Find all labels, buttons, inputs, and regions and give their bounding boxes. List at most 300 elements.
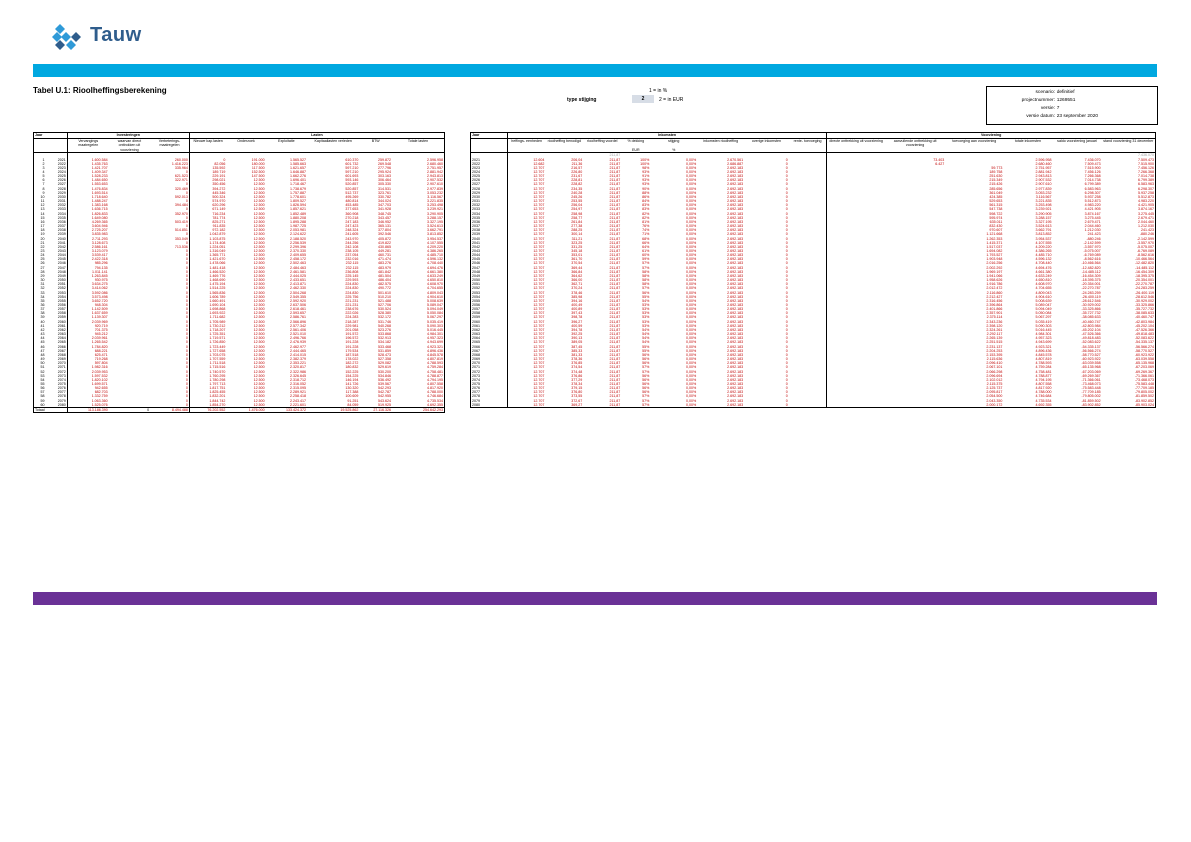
table-cell: 0,00% xyxy=(686,373,697,378)
table-cell: 1.409.347 xyxy=(67,170,108,174)
table-cell: 2072 xyxy=(472,369,480,374)
table-cell: 3.290.905 xyxy=(1035,211,1052,216)
table-cell: 5.937.258 xyxy=(1138,190,1154,195)
table-cell: 4.794.195 xyxy=(427,377,443,382)
table-cell: 12.707 xyxy=(507,286,545,290)
table-cell: 4.788.593 xyxy=(427,361,443,366)
table-cell: 0 xyxy=(185,207,188,212)
table-cell: 1.797.713 xyxy=(189,382,226,386)
table-cell: 530.524 xyxy=(378,307,392,312)
table-cell: 2.496.766 xyxy=(290,336,307,341)
table-cell: 28 xyxy=(40,269,45,274)
table-cell: 2066 xyxy=(57,344,66,349)
table-cell: 2064 xyxy=(57,336,66,341)
table-cell: 398,78 xyxy=(571,315,583,320)
table-cell: 12.500 xyxy=(253,348,265,353)
table-cell: 0 xyxy=(185,344,188,349)
table-cell: 1.383.168 xyxy=(67,203,108,207)
col-group-voorziening: Voorziening xyxy=(827,133,1156,139)
table-cell: 2.692.183 xyxy=(727,232,744,237)
table-cell: 0 xyxy=(785,390,788,395)
table-cell: 12.500 xyxy=(253,178,265,183)
table-cell: 83% xyxy=(642,203,650,208)
table-cell: 529.082 xyxy=(378,361,392,366)
table-cell: 2.382.379 xyxy=(290,357,307,362)
table-cell: 20 xyxy=(40,236,45,241)
table-cell: 1.693.922 xyxy=(189,311,226,315)
table-cell: 1.332.759 xyxy=(67,394,108,398)
table-cell: 2.067.101 xyxy=(986,365,1003,370)
table-cell: 4.107.555 xyxy=(427,240,443,245)
table-cell: 0 xyxy=(185,273,188,278)
table-cell: 2.462.977 xyxy=(290,344,307,349)
table-cell: 12.500 xyxy=(253,248,265,253)
table-cell: 4.984.301 xyxy=(1035,332,1052,337)
table-cell: 12.500 xyxy=(253,365,265,370)
table-cell: 2.692.183 xyxy=(727,315,744,320)
table-cell: 2058 xyxy=(472,311,480,316)
table-cell: 2030 xyxy=(472,194,480,199)
table-cell: 2.422.318 xyxy=(67,257,108,261)
table-cell: 2.692.183 xyxy=(727,170,744,174)
table-cell: 3.652.720 xyxy=(67,299,108,303)
table-cell: 2057 xyxy=(472,307,480,312)
table-cell: 12.500 xyxy=(253,190,265,195)
table-cell: 12.707 xyxy=(507,349,545,353)
table-cell: 2.414.015 xyxy=(290,352,307,357)
table-cell: 543.624 xyxy=(378,398,392,403)
table-cell: 0 xyxy=(785,332,788,337)
table-cell: 0 xyxy=(785,257,788,262)
table-cell: 0 xyxy=(189,158,226,162)
table-cell: 2.692.183 xyxy=(727,211,744,216)
table-cell: 3.116.567 xyxy=(1035,194,1052,199)
table-cell: 445.346 xyxy=(189,191,226,195)
table-cell: 147.500 xyxy=(251,174,265,179)
table-cell: 0 xyxy=(185,332,188,337)
table-cell: 4.788.000 xyxy=(427,390,443,395)
table-cell: 7.436.070 xyxy=(1084,157,1101,162)
table-cell: 211,87 xyxy=(609,278,621,283)
table-cell: -79.805.002 xyxy=(1134,390,1154,395)
table-cell: 59% xyxy=(642,257,650,262)
table-cell: 2027 xyxy=(472,182,480,187)
table-cell: 211,87 xyxy=(609,398,621,403)
table-cell: 5.094.049 xyxy=(427,307,443,312)
table-cell: 2053 xyxy=(57,290,66,295)
table-cell: 2021 xyxy=(57,157,66,162)
table-cell: 1.694.082 xyxy=(986,248,1003,253)
table-cell: 0 xyxy=(785,282,788,287)
table-cell: 2.679.471 xyxy=(1084,219,1101,224)
table-cell: 2.502.463 xyxy=(290,261,307,266)
table-cell: 40 xyxy=(40,319,45,324)
table-cell: 2.751.957 xyxy=(1035,165,1052,170)
table-cell: 2.692.183 xyxy=(727,373,744,378)
table-cell: 2077 xyxy=(57,390,66,395)
table-cell: 56% xyxy=(642,373,650,378)
table-cell: 0,00% xyxy=(686,228,697,233)
table-cell: 12.707 xyxy=(507,203,545,207)
table-cell: 2043 xyxy=(472,248,480,253)
col-header: heffings- eenheden xyxy=(507,138,545,148)
table-cell: 12.707 xyxy=(507,228,545,232)
table-cell: 3.874.167 xyxy=(1138,207,1154,212)
table-cell: 2063 xyxy=(472,332,480,337)
table-cell: 211,87 xyxy=(609,161,621,166)
table-cell: 0 xyxy=(185,390,188,395)
table-cell: 2041 xyxy=(57,240,66,245)
table-cell: 13 xyxy=(40,207,45,212)
table-cell: 5 xyxy=(42,174,45,179)
table-cell: 225.756 xyxy=(345,294,359,299)
table-cell: 531.746 xyxy=(378,319,392,324)
table-cell: 0 xyxy=(185,323,188,328)
table-cell: 0,00% xyxy=(686,286,697,291)
table-cell: 0 xyxy=(785,381,788,386)
table-cell: 0 xyxy=(785,174,788,179)
table-cell: 37 xyxy=(40,307,45,312)
table-cell: 0 xyxy=(785,286,788,291)
table-cell: 1.854.270 xyxy=(189,403,226,408)
table-cell: 12.707 xyxy=(507,166,545,170)
table-cell: 226,80 xyxy=(571,170,583,174)
table-cell: 211,87 xyxy=(609,165,621,170)
table-cell: 76% xyxy=(642,224,650,229)
table-cell: -24.283.259 xyxy=(1134,286,1154,291)
table-cell: 12.707 xyxy=(507,303,545,307)
table-cell: 3.592.086 xyxy=(67,291,108,295)
col-group-inkomsten: Inkomsten xyxy=(507,133,827,139)
table-cell: -45.202.104 xyxy=(1134,323,1154,328)
table-cell: 2068 xyxy=(57,352,66,357)
table-cell: 59 xyxy=(40,398,45,403)
table-cell: 211,87 xyxy=(609,182,621,187)
table-cell: 0 xyxy=(785,340,788,345)
table-cell: 0 xyxy=(785,182,788,187)
table-cell: 211,87 xyxy=(609,240,621,245)
table-cell: 2.907.610 xyxy=(427,182,443,187)
table-cell: 42 xyxy=(40,327,45,332)
table-cell: 2079 xyxy=(57,398,66,403)
table-cell: 57% xyxy=(642,369,650,374)
table-cell: 1.553.653 xyxy=(67,182,108,186)
table-cell: 1.711.518 xyxy=(189,361,226,365)
table-cell: 1.469.776 xyxy=(189,274,226,278)
table-cell: 542.955 xyxy=(378,394,392,399)
table-cell: 306.464 xyxy=(378,178,392,183)
table-cell: 2.692.183 xyxy=(727,265,744,270)
table-cell: 1.121.668 xyxy=(986,232,1003,237)
table-cell: 719.268 xyxy=(67,357,108,361)
table-cell: 2.907.532 xyxy=(1035,178,1052,183)
table-row xyxy=(471,403,1156,408)
table-cell: -77.709.185 xyxy=(1134,386,1154,391)
table-cell: 4.386.265 xyxy=(1035,248,1052,253)
table-cell: -56.566.274 xyxy=(1134,344,1154,349)
table-cell: 2.692.183 xyxy=(727,377,744,382)
table-cell: 242.108 xyxy=(345,244,359,249)
table-cell: -75.583.448 xyxy=(1081,386,1101,391)
table-cell: 2035 xyxy=(57,215,66,220)
table-cell: 1.316.049 xyxy=(189,249,226,253)
table-cell: 0 xyxy=(185,381,188,386)
table-cell: 2032 xyxy=(57,203,66,208)
table-cell: 191.572 xyxy=(345,332,359,337)
table-cell: 12.707 xyxy=(507,307,545,311)
table-cell: 211,87 xyxy=(609,211,621,216)
table-cell: 25 xyxy=(40,257,45,262)
table-cell: 2073 xyxy=(472,373,480,378)
table-cell: 514.851 xyxy=(174,228,188,233)
table-cell: 211,87 xyxy=(609,307,621,312)
table-cell: 54% xyxy=(642,340,650,345)
table-cell: 12.500 xyxy=(253,269,265,274)
table-cell: 0 xyxy=(785,369,788,374)
table-cell: 12.500 xyxy=(253,336,265,341)
table-cell: -71.366.061 xyxy=(1081,377,1101,382)
table-cell: 12.707 xyxy=(507,232,545,236)
table-cell: 2069 xyxy=(472,357,480,362)
table-cell: 4.758.481 xyxy=(427,369,443,374)
table-cell: 2.692.183 xyxy=(727,273,744,278)
table-cell: 234,35 xyxy=(571,186,583,191)
table-cell: 12.707 xyxy=(507,315,545,319)
table-cell: 2069 xyxy=(57,357,66,362)
table-cell: -69.269.367 xyxy=(1081,373,1101,378)
table-cell: -65.135.968 xyxy=(1081,365,1101,370)
table-cell: 2.039.953 xyxy=(67,370,108,374)
table-cell: 364,62 xyxy=(571,273,583,278)
table-cell: -6.769.089 xyxy=(1083,253,1101,258)
table-cell: 2.692.183 xyxy=(727,178,744,183)
table-cell: 211,87 xyxy=(609,178,621,183)
table-cell: 2.370.330 xyxy=(290,248,307,253)
table-cell: 471.474 xyxy=(378,257,392,262)
table-cell: 1.212.030 xyxy=(1084,228,1101,233)
table-cell: 2077 xyxy=(472,390,480,395)
table-cell: 0,00% xyxy=(686,402,697,407)
table-cell: 0,00% xyxy=(686,307,697,312)
table-cell: 2039 xyxy=(472,232,480,237)
table-cell: 2.751.957 xyxy=(427,165,443,170)
table-cell: 4.485.710 xyxy=(427,253,443,258)
table-cell: 1.958.626 xyxy=(986,278,1003,283)
table-cell: 0 xyxy=(785,307,788,312)
table-cell: 528.380 xyxy=(378,311,392,316)
table-cell: 152.500 xyxy=(251,170,265,174)
table-cell: 7.014.738 xyxy=(1138,174,1154,179)
table-cell: 2039 xyxy=(57,232,66,237)
table-cell: 23 xyxy=(40,248,45,253)
table-cell: 12.500 xyxy=(253,219,265,224)
table-cell: 74% xyxy=(642,228,650,233)
table-cell: 2.458.172 xyxy=(290,257,307,262)
table-cell: 0 xyxy=(785,323,788,328)
logo-text: Tauw xyxy=(90,24,142,46)
table-cell: 0 xyxy=(785,294,788,299)
table-cell: -24.283.259 xyxy=(1081,290,1101,295)
table-cell: -18.395.375 xyxy=(1081,278,1101,283)
table-cell: 0,00% xyxy=(686,248,697,253)
table-cell: 12.707 xyxy=(507,390,545,394)
table-cell: 12.707 xyxy=(507,357,545,361)
table-cell: 2.039.969 xyxy=(67,320,108,324)
table-cell: 2.212.427 xyxy=(986,294,1003,299)
table-cell: -26.400.119 xyxy=(1081,294,1101,299)
table-cell: 532.913 xyxy=(378,336,392,341)
col-group-jaar: Jaar xyxy=(34,133,68,139)
table-cell: 253,55 xyxy=(571,199,583,204)
table-cell: -8.562.616 xyxy=(1083,257,1101,262)
table-cell: 2075 xyxy=(472,381,480,386)
table-cell: 424.385 xyxy=(989,194,1003,199)
table-cell: -14.485.112 xyxy=(1135,265,1154,270)
table-cell: 57% xyxy=(642,286,650,291)
table-cell: 12.707 xyxy=(507,266,545,270)
table-cell: 211,87 xyxy=(609,244,621,249)
table-cell: 30 xyxy=(40,278,45,283)
table-cell: 12.500 xyxy=(253,278,265,283)
table-cell: 12.707 xyxy=(507,374,545,378)
table-cell: 12.707 xyxy=(507,253,545,257)
table-cell: 0 xyxy=(785,278,788,283)
table-cell: 2.521.010 xyxy=(290,332,307,337)
table-cell: 12.707 xyxy=(507,345,545,349)
table-cell: 373,55 xyxy=(571,394,583,399)
table-cell: 2045 xyxy=(57,257,66,262)
table-cell: 0 xyxy=(785,165,788,170)
table-cell: 2055 xyxy=(57,298,66,303)
table-cell: 4.809.043 xyxy=(1035,290,1052,295)
table-cell: 2.692.183 xyxy=(727,190,744,195)
table-cell: 54% xyxy=(642,298,650,303)
table-cell: 2.593.657 xyxy=(290,311,307,316)
table-cell: -2.142.599 xyxy=(1136,236,1154,241)
table-cell: 1.585.663 xyxy=(290,161,307,166)
table-cell: 0 xyxy=(185,278,188,283)
table-cell: 0 xyxy=(785,211,788,216)
table-cell: 1.139.307 xyxy=(67,315,108,319)
table-cell: 2.016.256 xyxy=(986,261,1003,266)
table-cell: 2.692.183 xyxy=(727,194,744,199)
table-cell: 12.500 xyxy=(253,386,265,391)
table-cell: 269.548 xyxy=(378,161,392,166)
table-cell: 211,87 xyxy=(609,294,621,299)
table-cell: 1.718.207 xyxy=(189,328,226,332)
table-cell: 2048 xyxy=(472,269,480,274)
total-cell: 1.476.000 xyxy=(226,407,265,412)
table-cell: 0 xyxy=(785,303,788,307)
table-cell: 2.577.342 xyxy=(290,323,307,328)
table-cell: 343.457 xyxy=(378,215,392,220)
table-cell: 323,25 xyxy=(571,240,583,245)
table-cell: 12.500 xyxy=(253,327,265,332)
table-cell: 3.275.445 xyxy=(1084,215,1101,220)
table-cell: 716.234 xyxy=(189,212,226,216)
table-cell: 0 xyxy=(785,344,788,349)
table-cell: 2.692.183 xyxy=(727,215,744,220)
table-cell: 225.145 xyxy=(345,273,359,278)
table-cell: -38.085.633 xyxy=(1081,315,1101,320)
table-cell: 0,00% xyxy=(686,157,697,162)
table-cell: 54 xyxy=(40,377,45,382)
table-cell: -16.454.309 xyxy=(1081,273,1101,278)
table-cell: 12.500 xyxy=(253,199,265,204)
table-cell: 12.604 xyxy=(507,158,545,162)
table-cell: 523.276 xyxy=(378,327,392,332)
table-cell: 430.865 xyxy=(378,244,392,249)
table-cell: 2.096.410 xyxy=(986,361,1003,366)
table-cell: 2.692.183 xyxy=(727,207,744,212)
table-cell: 1.262.353 xyxy=(986,236,1003,241)
table-cell: -54.335.137 xyxy=(1081,344,1101,349)
table-cell: 1.693.514 xyxy=(67,191,108,195)
table-cell: 4.809.043 xyxy=(427,290,443,295)
table-cell: 331,25 xyxy=(571,244,583,249)
table-cell: -42.803.984 xyxy=(1134,319,1154,324)
table-cell: 228,82 xyxy=(571,182,583,187)
table-cell: 12.707 xyxy=(507,291,545,295)
table-cell: 4.943.699 xyxy=(427,340,443,345)
col-group-investeringen: Investeringen xyxy=(67,133,189,139)
table-cell: 400,89 xyxy=(571,307,583,312)
table-cell: 0 xyxy=(185,311,188,316)
table-cell: 12.500 xyxy=(253,340,265,345)
table-cell: 361,70 xyxy=(571,257,583,262)
table-cell: 12.500 xyxy=(253,211,265,216)
page-title: Tabel U.1: Rioolheffingsberekening xyxy=(33,86,167,95)
table-cell: 12.500 xyxy=(253,253,265,258)
table-cell: 0 xyxy=(785,373,788,378)
table-cell: 211,87 xyxy=(609,315,621,320)
table-cell: 2022 xyxy=(57,161,66,166)
table-cell: 55 xyxy=(40,381,45,386)
table-cell: 22 xyxy=(40,244,45,249)
table-cell: 2.692.183 xyxy=(727,244,744,249)
table-cell: 2.444.465 xyxy=(290,348,307,353)
table-cell: 12.707 xyxy=(507,394,545,398)
table-cell: 1.826.594 xyxy=(290,203,307,208)
stijging-value-field[interactable]: 2 xyxy=(632,95,654,103)
table-cell: 2.881.942 xyxy=(427,170,443,174)
table-cell: 0 xyxy=(185,240,188,245)
table-cell: 56% xyxy=(642,386,650,391)
table-cell: 4.746.684 xyxy=(1035,394,1052,399)
table-cell: 247.423 xyxy=(345,224,359,229)
table-cell: 152.225 xyxy=(345,369,359,374)
table-cell: 2.596.958 xyxy=(427,157,443,162)
table-cell: 45 xyxy=(40,340,45,345)
table-cell: 261,84 xyxy=(571,219,583,224)
table-cell: 12.707 xyxy=(507,399,545,403)
table-cell: -35.727.732 xyxy=(1081,311,1101,316)
table-cell: 7.515.900 xyxy=(1084,165,1101,170)
table-cell: 2.444.025 xyxy=(290,273,307,278)
table-cell: 238.676 xyxy=(345,307,359,312)
table-cell: 191.228 xyxy=(345,340,359,345)
table-cell: 2.680.460 xyxy=(427,161,443,166)
table-cell: 5.050.084 xyxy=(427,311,443,316)
table-cell: 353.049 xyxy=(174,236,188,241)
table-cell: 300,14 xyxy=(571,232,583,237)
table-cell: 248.324 xyxy=(345,228,359,233)
table-cell: 4.650.810 xyxy=(1035,278,1052,283)
table-cell: 7.014.738 xyxy=(1084,178,1101,183)
table-cell: 130.320 xyxy=(345,386,359,391)
table-cell: 12.500 xyxy=(253,194,265,199)
table-cell: 4.633.249 xyxy=(1035,273,1052,278)
